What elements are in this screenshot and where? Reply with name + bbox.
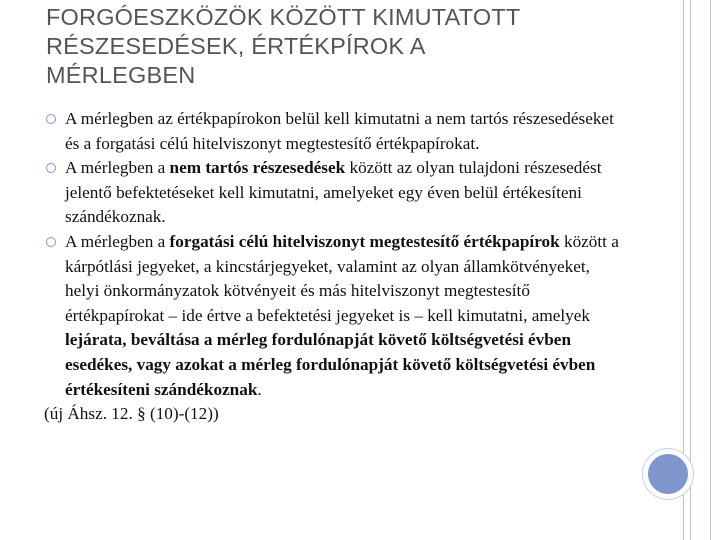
bold-term: forgatási célú hitelviszonyt megtestesítő értékpapírok	[169, 231, 560, 251]
ring-bullet-icon	[46, 163, 56, 173]
bullet-item	[44, 107, 624, 156]
bold-term: lejárata, beváltása a mérleg fordulónapját követő költségvetési évben esedékes, vagy azokat a mérleg fordulónapját követő költségvetési évben értékesíteni szándékoznak	[65, 330, 596, 399]
bullet-text: .	[257, 379, 262, 399]
title-line: FORGÓESZKÖZÖK KÖZÖTT KIMUTATOTT	[46, 4, 521, 30]
slide-title	[46, 3, 646, 90]
title-line: RÉSZESEDÉSEK, ÉRTÉKPÍROK A	[46, 33, 426, 59]
bullet-item	[44, 230, 624, 402]
bullet-text: A mérlegben az értékpapírokon belül kell kimutatni a nem tartós részesedéseket és a forgatási célú hitelviszonyt megtestesítő értékpapírokat.	[65, 109, 614, 153]
slide-content	[44, 107, 624, 427]
bullet-text: A mérlegben a	[65, 231, 170, 251]
bold-term: nem tartós részesedések	[169, 158, 346, 178]
bullet-text: között a kárpótlási jegyeket, a kincstárjegyeket, valamint az olyan államkötvényeket, helyi önkormányzatok kötvényeit és más hitelviszonyt megtestesítő értékpapírokat – ide értve a befektetési jegyeket is – kell kimutatni, amelyek	[65, 231, 619, 325]
ring-bullet-icon	[46, 114, 56, 124]
border-line	[710, 0, 711, 540]
legal-citation: (új Áhsz. 12. § (10)-(12))	[44, 404, 219, 424]
title-line: MÉRLEGBEN	[46, 62, 196, 88]
bullet-item	[44, 156, 624, 230]
ring-bullet-icon	[46, 237, 56, 247]
bullet-text: A mérlegben a	[65, 158, 170, 178]
circle-decoration-icon	[643, 449, 693, 499]
border-line	[690, 0, 691, 540]
bullet-text: között az olyan tulajdoni részesedést jelentő befektetéseket kell kimutatni, amelyeket egy éven belül értékesíteni szándékoznak.	[65, 158, 602, 227]
